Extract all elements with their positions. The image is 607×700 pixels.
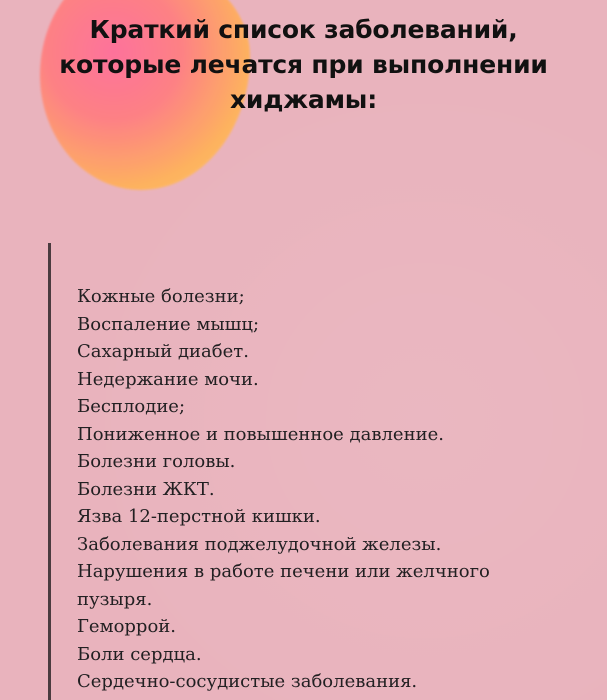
list-item: Болезни ЖКТ. xyxy=(77,478,215,500)
list-item: Сердечно-сосудистые заболевания. xyxy=(77,671,418,692)
disease-list xyxy=(77,283,577,696)
list-item: Нарушения в работе печени или желчного пузыря. xyxy=(77,561,490,610)
list-item: Недержание мочи. xyxy=(77,368,259,390)
list-item: Болезни головы. xyxy=(77,451,236,472)
list-item: Боли сердца. xyxy=(77,643,202,665)
page-title: Краткий список заболеваний, которые лечатся при выполнении хиджамы: xyxy=(59,15,548,114)
list-item: Язва 12-перстной кишки. xyxy=(77,506,321,527)
list-item: Заболевания поджелудочной железы. xyxy=(77,533,442,555)
list-item: Бесплодие; xyxy=(77,396,186,417)
list-item: Воспаление мышц; xyxy=(77,313,260,335)
list-item: Сахарный диабет. xyxy=(77,341,249,362)
list-item: Пониженное и повышенное давление. xyxy=(77,423,444,445)
list-item: Геморрой. xyxy=(77,616,177,637)
list-item: Кожные болезни; xyxy=(77,286,245,307)
vertical-divider-line xyxy=(48,243,51,700)
